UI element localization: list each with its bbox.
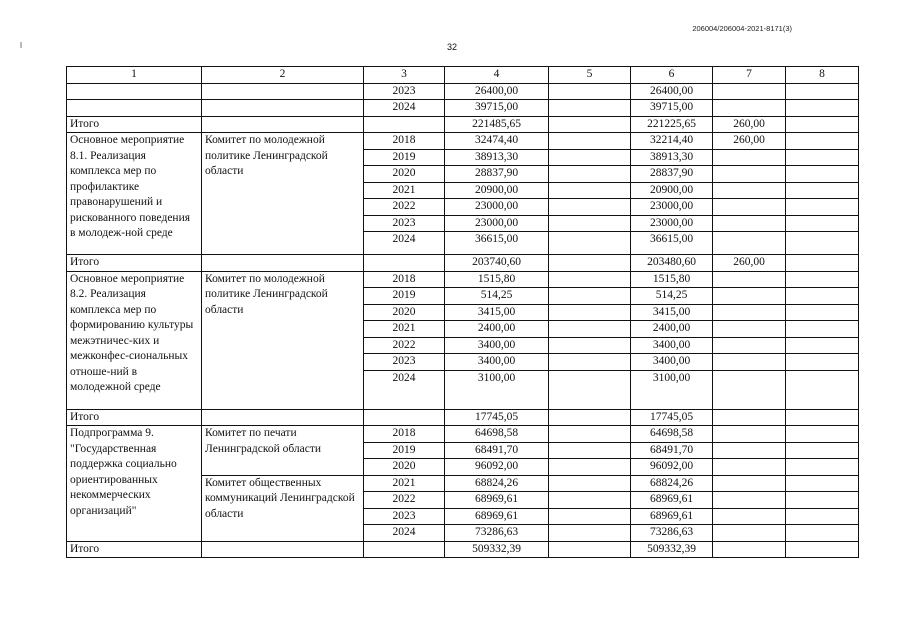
executor-cell [202,116,364,133]
table-row [67,133,859,150]
value-col6: 3400,00 [631,337,713,354]
value-col4: 3400,00 [445,354,549,371]
value-col4: 64698,58 [445,426,549,443]
year-cell: 2021 [364,182,445,199]
total-col6: 221225,65 [631,116,713,133]
executor-name: Комитет по печати Ленинградской области [202,426,364,476]
value-col7 [713,525,786,542]
value-col5 [549,508,631,525]
total-label: Итого [67,409,202,426]
header-row [67,67,859,84]
value-col6: 96092,00 [631,459,713,476]
executor-name: Комитет по молодежной политике Ленинградской области [202,271,364,409]
value-col5 [549,232,631,255]
value-col5 [549,337,631,354]
value-col8 [786,370,859,409]
total-row [67,255,859,272]
value-col7 [713,475,786,492]
value-col4: 2400,00 [445,321,549,338]
year-cell: 2023 [364,508,445,525]
total-col7: 260,00 [713,255,786,272]
value-col7 [713,271,786,288]
value-col4: 23000,00 [445,215,549,232]
value-col4: 26400,00 [445,83,549,100]
year-cell: 2018 [364,271,445,288]
activity-name: Основное мероприятие 8.2. Реализация комплекса мер по формированию культуры межэтничес-ких и межконфес-сиональных отноше-ний в молодежной среде [67,271,202,409]
value-col6: 38913,30 [631,149,713,166]
table-row [67,83,859,100]
value-col6: 26400,00 [631,83,713,100]
activity-name: Основное мероприятие 8.1. Реализация комплекса мер по профилактике правонарушений и рискованного поведения в молодеж-ной среде [67,133,202,255]
table-row [67,100,859,117]
name-cell [67,100,202,117]
value-col6: 73286,63 [631,525,713,542]
value-col6: 3100,00 [631,370,713,409]
value-col5 [549,321,631,338]
value-col8 [786,337,859,354]
value-col4: 23000,00 [445,199,549,216]
value-col7 [713,442,786,459]
total-row [67,116,859,133]
value-col4: 20900,00 [445,182,549,199]
total-label: Итого [67,116,202,133]
year-cell: 2019 [364,149,445,166]
value-col8 [786,321,859,338]
value-col4: 1515,80 [445,271,549,288]
value-col5 [549,149,631,166]
value-col6: 68969,61 [631,492,713,509]
value-col4: 3400,00 [445,337,549,354]
year-cell: 2022 [364,199,445,216]
column-header-5: 5 [549,67,631,84]
executor-cell [202,100,364,117]
year-cell: 2023 [364,83,445,100]
value-col5 [549,100,631,117]
year-cell: 2020 [364,304,445,321]
year-cell: 2024 [364,370,445,409]
year-cell: 2024 [364,100,445,117]
page-number: 32 [446,42,457,52]
year-cell: 2024 [364,525,445,542]
total-col7: 260,00 [713,116,786,133]
total-col4: 203740,60 [445,255,549,272]
value-col6: 39715,00 [631,100,713,117]
value-col4: 32474,40 [445,133,549,150]
value-col8 [786,255,859,272]
value-col8 [786,525,859,542]
year-cell [364,541,445,558]
column-header-8: 8 [786,67,859,84]
column-header-4: 4 [445,67,549,84]
value-col8 [786,199,859,216]
value-col7 [713,321,786,338]
value-col4: 96092,00 [445,459,549,476]
value-col5 [549,199,631,216]
year-cell: 2020 [364,166,445,183]
year-cell: 2020 [364,459,445,476]
year-cell: 2024 [364,232,445,255]
value-col5 [549,133,631,150]
executor-name: Комитет по молодежной политике Ленинградской области [202,133,364,255]
value-col5 [549,409,631,426]
value-col8 [786,288,859,305]
value-col5 [549,442,631,459]
value-col8 [786,426,859,443]
value-col5 [549,83,631,100]
table-row [67,426,859,443]
column-header-6: 6 [631,67,713,84]
value-col4: 3415,00 [445,304,549,321]
value-col7 [713,337,786,354]
value-col7 [713,426,786,443]
value-col6: 514,25 [631,288,713,305]
table-row [67,271,859,288]
column-header-1: 1 [67,67,202,84]
value-col7 [713,83,786,100]
value-col8 [786,409,859,426]
year-cell: 2021 [364,321,445,338]
year-cell [364,409,445,426]
value-col7 [713,492,786,509]
value-col8 [786,83,859,100]
value-col8 [786,166,859,183]
value-col6: 3400,00 [631,354,713,371]
value-col6: 68969,61 [631,508,713,525]
year-cell: 2022 [364,492,445,509]
value-col8 [786,354,859,371]
total-label: Итого [67,255,202,272]
value-col6: 1515,80 [631,271,713,288]
value-col8 [786,459,859,476]
value-col8 [786,232,859,255]
value-col8 [786,475,859,492]
value-col5 [549,354,631,371]
total-col6: 509332,39 [631,541,713,558]
value-col7 [713,459,786,476]
year-cell: 2018 [364,426,445,443]
value-col4: 514,25 [445,288,549,305]
year-cell: 2022 [364,337,445,354]
total-col6: 203480,60 [631,255,713,272]
executor-cell [202,541,364,558]
value-col4: 38913,30 [445,149,549,166]
value-col8 [786,271,859,288]
value-col5 [549,116,631,133]
executor-cell [202,255,364,272]
program-name: Подпрограмма 9. "Государственная поддержка социально ориентированных некоммерческих организаций" [67,426,202,542]
total-label: Итого [67,541,202,558]
value-col8 [786,149,859,166]
value-col7 [713,304,786,321]
value-col4: 39715,00 [445,100,549,117]
year-cell: 2023 [364,215,445,232]
value-col4: 68491,70 [445,442,549,459]
year-cell: 2023 [364,354,445,371]
value-col6: 68824,26 [631,475,713,492]
value-col6: 28837,90 [631,166,713,183]
value-col6: 64698,58 [631,426,713,443]
value-col8 [786,492,859,509]
value-col7 [713,166,786,183]
total-col4: 509332,39 [445,541,549,558]
column-header-3: 3 [364,67,445,84]
column-header-2: 2 [202,67,364,84]
value-col7: 260,00 [713,133,786,150]
year-cell: 2018 [364,133,445,150]
value-col5 [549,459,631,476]
value-col7 [713,199,786,216]
total-col6: 17745,05 [631,409,713,426]
value-col5 [549,304,631,321]
total-col4: 17745,05 [445,409,549,426]
executor-cell [202,83,364,100]
total-row [67,541,859,558]
value-col4: 28837,90 [445,166,549,183]
column-header-7: 7 [713,67,786,84]
value-col5 [549,166,631,183]
value-col5 [549,541,631,558]
document-id: 206004/206004-2021-8171(3) [692,24,792,33]
value-col8 [786,215,859,232]
value-col6: 3415,00 [631,304,713,321]
value-col6: 23000,00 [631,199,713,216]
year-cell [364,255,445,272]
total-row [67,409,859,426]
value-col5 [549,492,631,509]
budget-table [66,66,859,558]
value-col4: 36615,00 [445,232,549,255]
value-col6: 20900,00 [631,182,713,199]
value-col8 [786,541,859,558]
value-col6: 32214,40 [631,133,713,150]
value-col8 [786,116,859,133]
value-col7 [713,182,786,199]
value-col8 [786,100,859,117]
year-cell [364,116,445,133]
value-col5 [549,475,631,492]
value-col5 [549,182,631,199]
value-col4: 68969,61 [445,508,549,525]
value-col6: 36615,00 [631,232,713,255]
value-col8 [786,304,859,321]
value-col8 [786,508,859,525]
total-col4: 221485,65 [445,116,549,133]
value-col4: 3100,00 [445,370,549,409]
executor-name: Комитет общественных коммуникаций Ленинградской области [202,475,364,541]
year-cell: 2019 [364,288,445,305]
value-col7 [713,508,786,525]
value-col5 [549,370,631,409]
value-col7 [713,354,786,371]
value-col8 [786,133,859,150]
value-col7 [713,288,786,305]
value-col5 [549,271,631,288]
value-col8 [786,442,859,459]
value-col7 [713,215,786,232]
value-col6: 2400,00 [631,321,713,338]
name-cell [67,83,202,100]
value-col5 [549,215,631,232]
year-cell: 2021 [364,475,445,492]
value-col7 [713,232,786,255]
value-col7 [713,370,786,409]
total-col7 [713,409,786,426]
value-col5 [549,255,631,272]
executor-cell [202,409,364,426]
value-col4: 68824,26 [445,475,549,492]
value-col7 [713,100,786,117]
value-col4: 68969,61 [445,492,549,509]
value-col8 [786,182,859,199]
value-col6: 68491,70 [631,442,713,459]
value-col5 [549,426,631,443]
value-col4: 73286,63 [445,525,549,542]
total-col7 [713,541,786,558]
value-col6: 23000,00 [631,215,713,232]
value-col5 [549,525,631,542]
value-col7 [713,149,786,166]
value-col5 [549,288,631,305]
year-cell: 2019 [364,442,445,459]
